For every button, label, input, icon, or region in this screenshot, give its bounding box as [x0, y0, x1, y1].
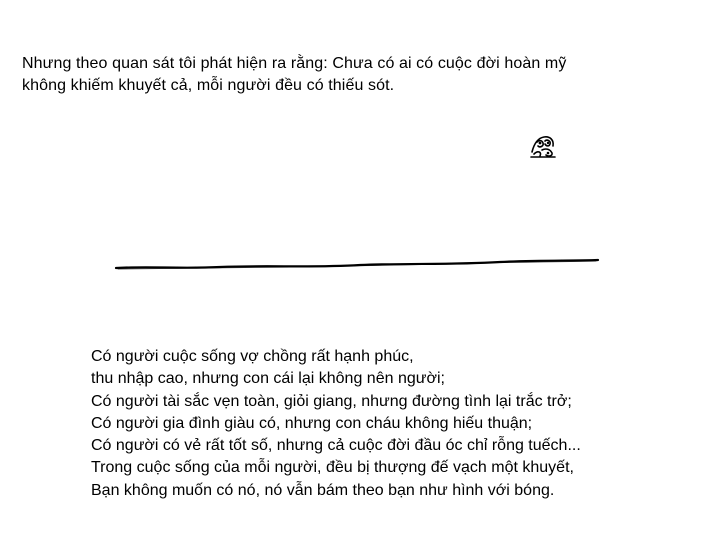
poem-line: Có người có vẻ rất tốt số, nhưng cả cuộc đời đầu óc chỉ rỗng tuếch...	[91, 437, 581, 455]
poem-line: Có người tài sắc vẹn toàn, giỏi giang, nhưng đường tình lại trắc trở;	[91, 392, 572, 410]
intro-paragraph	[22, 53, 662, 97]
intro-line: không khiếm khuyết cả, mỗi người đều có thiếu sót.	[22, 77, 395, 94]
poem-line: Trong cuộc sống của mỗi người, đều bị thượng đế vạch một khuyết,	[91, 459, 574, 477]
poem-paragraph	[91, 346, 691, 502]
small-sketch-icon	[528, 130, 558, 160]
poem-line: thu nhập cao, nhưng con cái lại không nên người;	[91, 370, 445, 388]
intro-line: Nhưng theo quan sát tôi phát hiện ra rằng: Chưa có ai có cuộc đời hoàn mỹ	[22, 55, 567, 72]
hand-drawn-line	[110, 252, 605, 276]
poem-line: Có người cuộc sống vợ chồng rất hạnh phúc,	[91, 348, 414, 365]
poem-line: Có người gia đình giàu có, nhưng con cháu không hiếu thuận;	[91, 414, 533, 432]
poem-line: Bạn không muốn có nó, nó vẫn bám theo bạn như hình với bóng.	[91, 481, 555, 499]
